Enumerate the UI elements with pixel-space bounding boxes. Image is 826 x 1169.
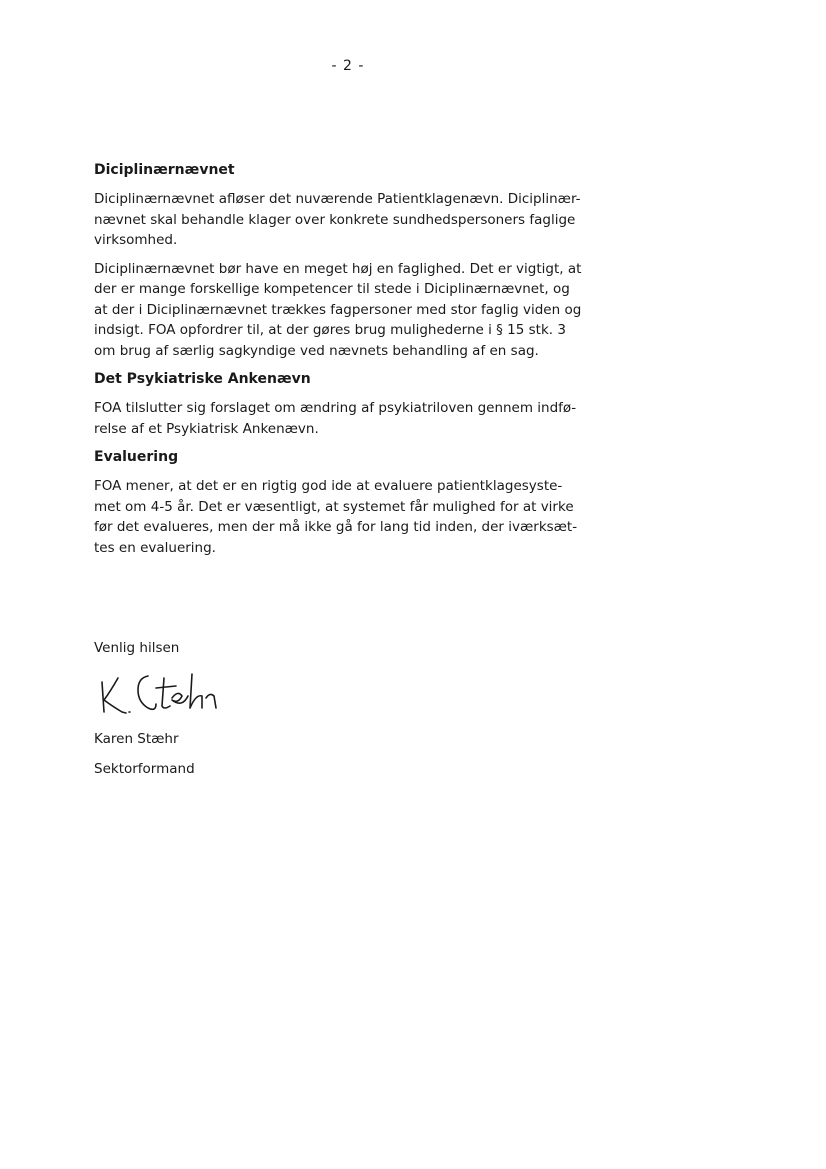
page-number: - 2 - <box>331 58 365 74</box>
section-diciplinaernaevnet <box>94 160 614 361</box>
letter-body <box>94 160 614 566</box>
closing-greeting: Venlig hilsen <box>94 640 180 656</box>
section-evaluering <box>94 447 614 558</box>
section-psykiatriske-ankenaevn <box>94 369 614 439</box>
paragraph <box>94 476 614 558</box>
text-line: før det evalueres, men der må ikke gå for lang tid inden, der iværksæt- <box>94 519 578 535</box>
text-line: met om 4-5 år. Det er væsentligt, at systemet får mulighed for at virke <box>94 498 574 515</box>
text-line: om brug af særlig sagkyndige ved nævnets behandling af en sag. <box>94 342 539 359</box>
signer-name: Karen Stæhr <box>94 731 179 747</box>
signer-title: Sektorformand <box>94 761 195 777</box>
section-heading: Diciplinærnævnet <box>94 162 235 178</box>
text-line: virksomhed. <box>94 232 178 248</box>
text-line: tes en evaluering. <box>94 539 216 556</box>
paragraph <box>94 259 614 362</box>
text-line: indsigt. FOA opfordrer til, at der gøres brug mulighederne i § 15 stk. 3 <box>94 322 566 338</box>
text-line: Diciplinærnævnet bør have en meget høj en faglighed. Det er vigtigt, at <box>94 260 582 277</box>
paragraph <box>94 189 614 251</box>
text-line: Diciplinærnævnet afløser det nuværende Patientklagenævn. Diciplinær- <box>94 191 581 207</box>
text-line: FOA mener, at det er en rigtig god ide at evaluere patientklagesyste- <box>94 478 563 494</box>
text-line: at der i Diciplinærnævnet trækkes fagpersoner med stor faglig viden og <box>94 301 582 318</box>
section-heading: Det Psykiatriske Ankenævn <box>94 371 311 387</box>
signature-icon <box>92 668 222 720</box>
section-heading: Evaluering <box>94 449 179 465</box>
text-line: FOA tilslutter sig forslaget om ændring af psykiatriloven gennem indfø- <box>94 400 577 416</box>
paragraph <box>94 398 614 439</box>
text-line: nævnet skal behandle klager over konkrete sundhedspersoners faglige <box>94 211 576 228</box>
text-line: der er mange forskellige kompetencer til stede i Diciplinærnævnet, og <box>94 281 570 297</box>
text-line: relse af et Psykiatrisk Ankenævn. <box>94 420 319 437</box>
